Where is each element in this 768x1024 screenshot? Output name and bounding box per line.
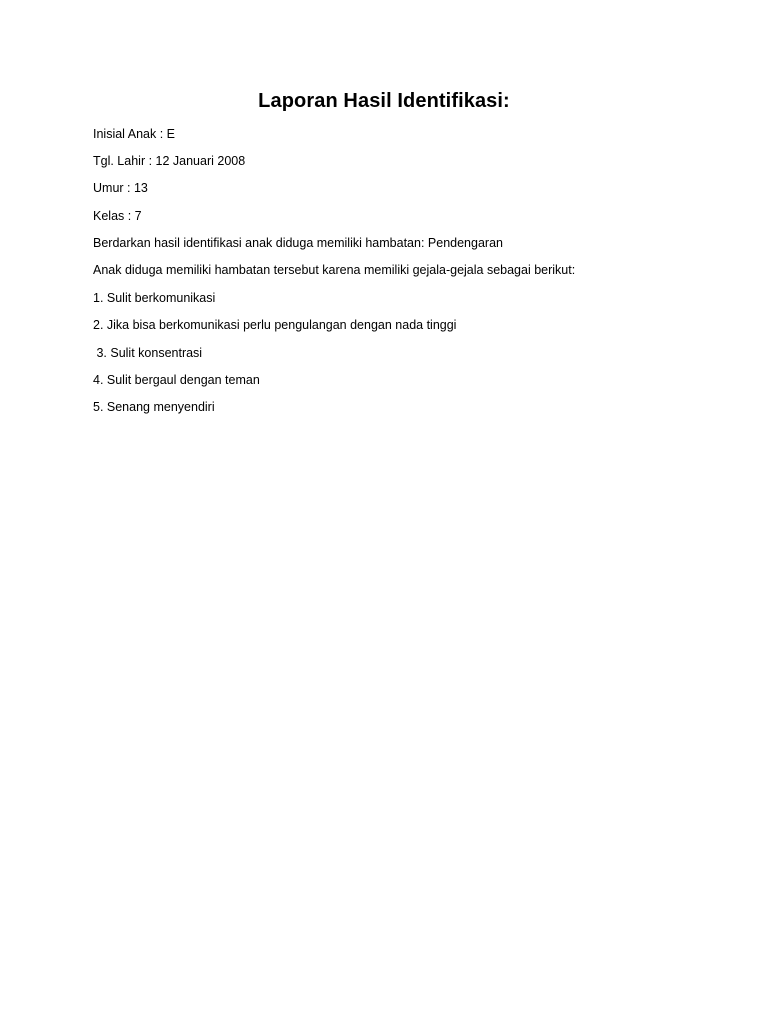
field-tanggal-lahir: Tgl. Lahir : 12 Januari 2008: [93, 154, 246, 168]
symptom-item: 4. Sulit bergaul dengan teman: [93, 373, 260, 387]
symptom-item: 3. Sulit konsentrasi: [93, 346, 203, 360]
symptom-item: 5. Senang menyendiri: [93, 400, 215, 414]
symptoms-intro: Anak diduga memiliki hambatan tersebut karena memiliki gejala-gejala sebagai berikut:: [93, 263, 576, 277]
field-kelas: Kelas : 7: [93, 209, 142, 223]
field-inisial-anak: Inisial Anak : E: [93, 127, 175, 141]
document-title: Laporan Hasil Identifikasi:: [258, 90, 510, 112]
symptom-item: 2. Jika bisa berkomunikasi perlu pengulangan dengan nada tinggi: [93, 318, 457, 332]
finding-statement: Berdarkan hasil identifikasi anak diduga memiliki hambatan: Pendengaran: [93, 236, 503, 250]
field-umur: Umur : 13: [93, 181, 148, 195]
symptom-item: 1. Sulit berkomunikasi: [93, 291, 216, 305]
